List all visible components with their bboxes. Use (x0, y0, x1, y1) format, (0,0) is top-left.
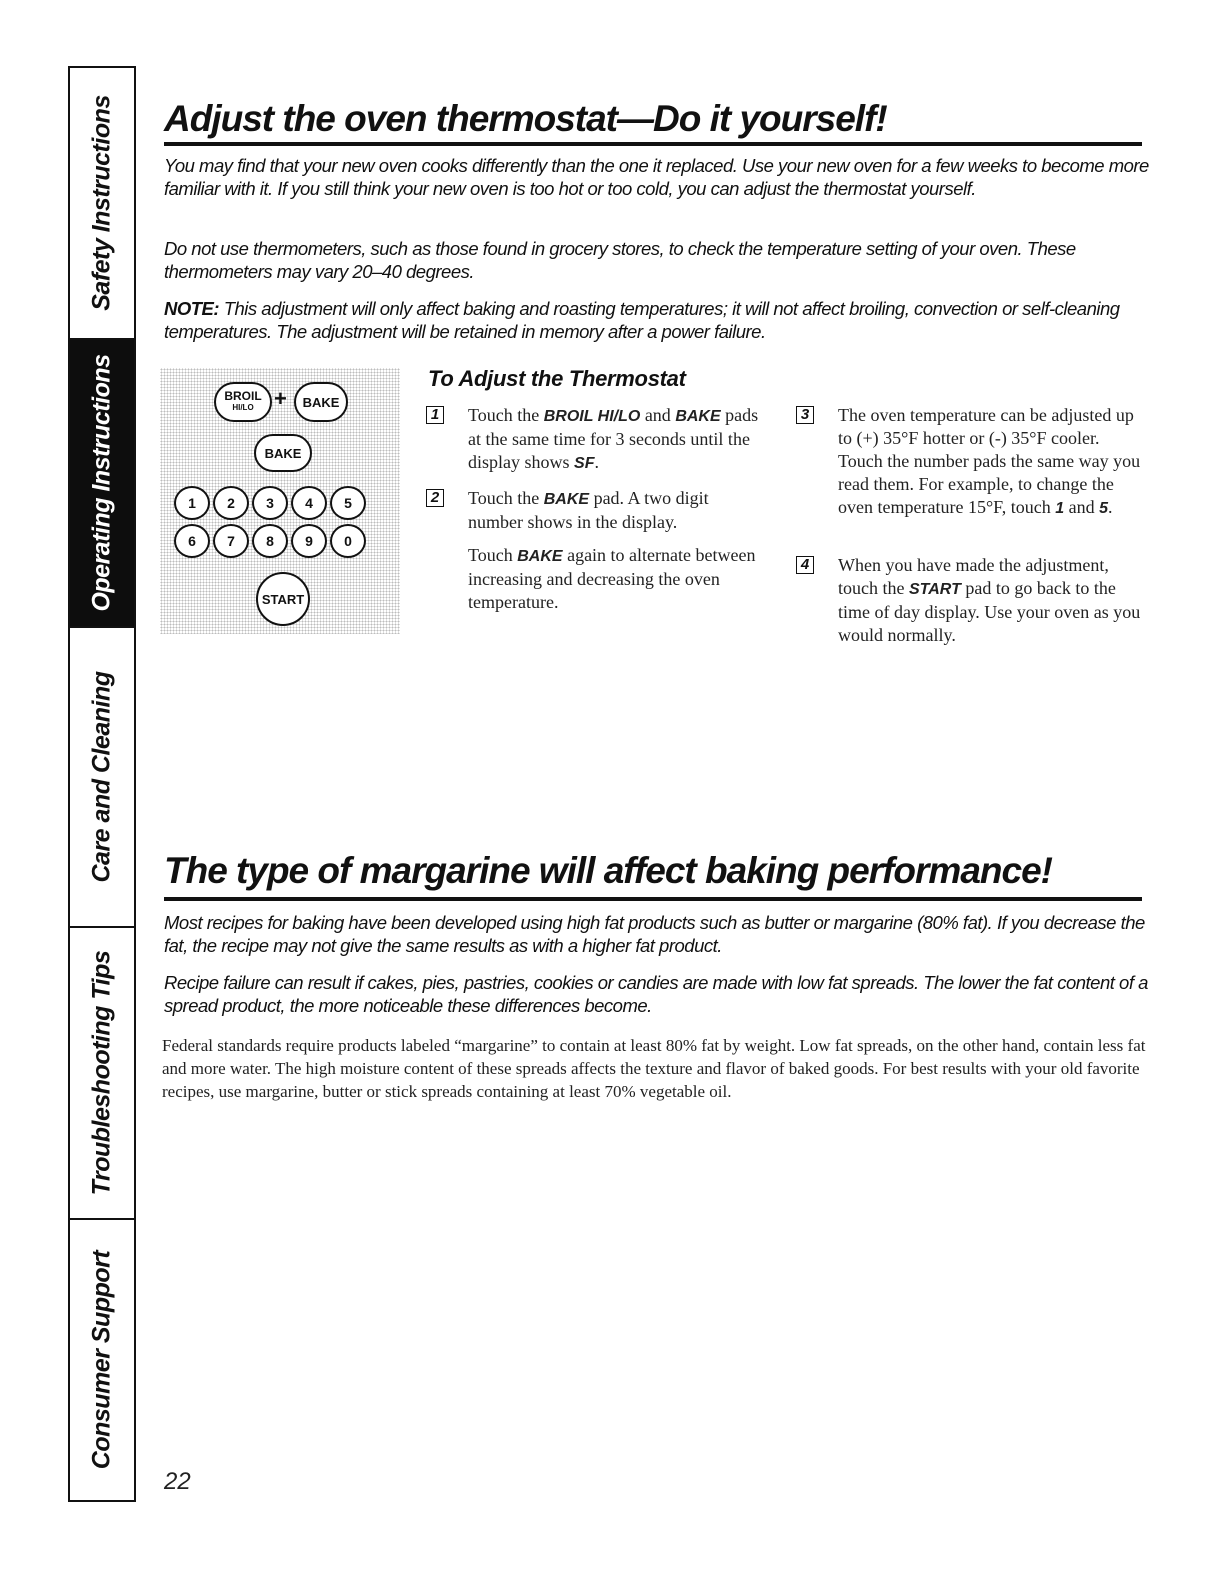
note-label: NOTE: (164, 298, 220, 319)
plus-sign: + (274, 386, 287, 411)
step-number: 1 (426, 406, 444, 424)
step-2 (426, 487, 776, 617)
tab-troubleshooting-tips[interactable] (70, 928, 134, 1220)
section-tab-strip (68, 66, 136, 1502)
digit-key-0: 0 (330, 524, 366, 558)
step-4 (796, 554, 1146, 674)
section-title-margarine: The type of margarine will affect baking performance! (164, 850, 1052, 891)
step-1 (426, 404, 776, 474)
digit-key-8: 8 (252, 524, 288, 558)
procedure-heading: To Adjust the Thermostat (428, 366, 686, 391)
control-panel-illustration (160, 368, 400, 634)
step-number: 3 (796, 406, 814, 424)
digit-key-3: 3 (252, 486, 288, 520)
recipe-failure-paragraph: Recipe failure can result if cakes, pies, pastries, cookies or candies are made with low fat spreads. The lower the fat content of a spread product, the more noticeable these differences become. (164, 972, 1148, 1016)
tab-label: Operating Instructions (87, 354, 116, 612)
page-number: 22 (164, 1468, 191, 1495)
tab-label: Safety Instructions (87, 95, 116, 311)
digit-key-5: 5 (330, 486, 366, 520)
tab-consumer-support[interactable] (70, 1220, 134, 1500)
digit-key-4: 4 (291, 486, 327, 520)
bake-key: BAKE (294, 382, 348, 422)
step-number: 2 (426, 489, 444, 507)
note-text: This adjustment will only affect baking and roasting temperatures; it will not affect broiling, convection or self-cleaning temperatures. The adjustment will be retained in memory after a power failure. (164, 298, 1120, 342)
digit-key-9: 9 (291, 524, 327, 558)
tab-care-and-cleaning[interactable] (70, 628, 134, 928)
digit-key-2: 2 (213, 486, 249, 520)
digit-key-6: 6 (174, 524, 210, 558)
broil-hilo-key (214, 382, 272, 422)
intro-paragraph: You may find that your new oven cooks differently than the one it replaced. Use your new oven for a few weeks to become more familiar with it. If you still think your new oven is too hot or too cold, you can adjust the thermostat yourself. (164, 155, 1149, 199)
step-text-continued: Touch BAKE again to alternate between increasing and decreasing the oven temperature. (468, 545, 756, 612)
tab-label: Care and Cleaning (87, 671, 116, 883)
digit-key-1: 1 (174, 486, 210, 520)
note-paragraph (164, 297, 1154, 343)
tab-safety-instructions[interactable] (70, 68, 134, 340)
title-rule (164, 142, 1142, 146)
hilo-key-label: HI/LO (232, 403, 254, 412)
step-text: Touch the BROIL HI/LO and BAKE pads at the same time for 3 seconds until the display shows SF. (468, 405, 759, 472)
tab-operating-instructions[interactable] (70, 340, 134, 628)
start-key: START (256, 572, 310, 626)
step-3 (796, 404, 1146, 544)
broil-key-label: BROIL (224, 389, 262, 403)
digit-key-7: 7 (213, 524, 249, 558)
step-text: When you have made the adjustment, touch the START pad to go back to the time of day display. Use your oven as you would normally. (838, 555, 1141, 645)
tab-label: Troubleshooting Tips (87, 950, 116, 1196)
step-text: Touch the BAKE pad. A two digit number shows in the display. (468, 488, 709, 532)
step-text: The oven temperature can be adjusted up to (+) 35°F hotter or (-) 35°F cooler. Touch the number pads the same way you read them. For example, to change the oven temperature 15°F, touch 1 and 5. (838, 405, 1141, 517)
bake-key-2: BAKE (254, 434, 312, 472)
margarine-intro: Most recipes for baking have been developed using high fat products such as butter or margarine (80% fat). If you decrease the fat, the recipe may not give the same results as with a higher fat product. (164, 912, 1145, 956)
thermometer-warning: Do not use thermometers, such as those found in grocery stores, to check the temperature setting of your oven. These thermometers may vary 20–40 degrees. (164, 238, 1076, 282)
title-rule (164, 897, 1142, 901)
tab-label: Consumer Support (87, 1250, 116, 1470)
section-title-thermostat: Adjust the oven thermostat—Do it yourself! (164, 98, 887, 139)
step-number: 4 (796, 556, 814, 574)
federal-standards-paragraph: Federal standards require products labeled “margarine” to contain at least 80% fat by weight. Low fat spreads, on the other hand, contain less fat and more water. The high moisture content of these spreads affects the texture and flavor of baked goods. For best results with your old favorite recipes, use margarine, butter or stick spreads containing at least 70% vegetable oil. (162, 1036, 1146, 1101)
